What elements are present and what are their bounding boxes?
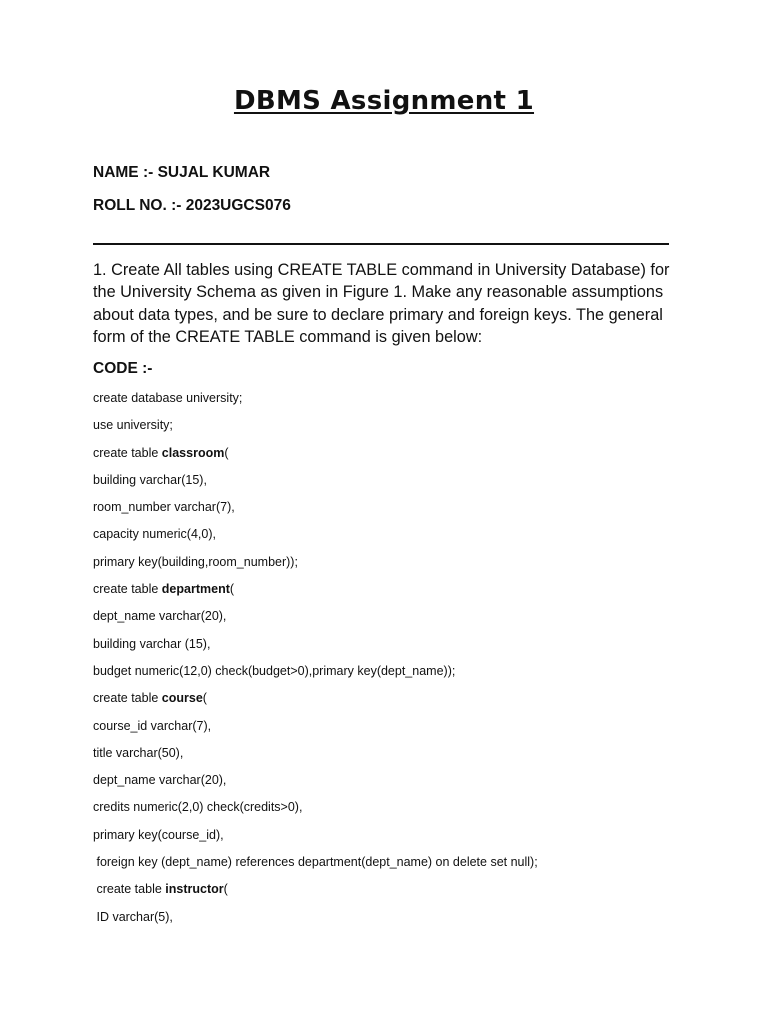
code-line — [93, 744, 693, 771]
code-line-suffix: ( — [224, 445, 229, 460]
code-line-suffix: ( — [202, 691, 207, 706]
code-line-text: primary key(course_id), — [93, 827, 224, 842]
code-line — [93, 580, 693, 607]
code-line-suffix: ( — [229, 582, 235, 597]
code-line-suffix: ( — [223, 882, 228, 897]
code-line — [93, 689, 693, 716]
table-name: course — [161, 691, 203, 706]
code-line — [93, 471, 693, 498]
roll-number: ROLL NO. :- 2023UGCS076 — [93, 197, 291, 214]
code-line — [93, 389, 693, 416]
code-line — [93, 607, 693, 634]
code-line-text: primary key(building,room_number)); — [93, 554, 298, 569]
code-line-text: create table — [93, 445, 162, 460]
code-line-text: dept_name varchar(20), — [93, 609, 227, 624]
table-name: department — [161, 582, 230, 597]
code-line-text: title varchar(50), — [93, 745, 184, 760]
code-line-text: capacity numeric(4,0), — [93, 527, 216, 542]
code-line-text: foreign key (dept_name) references department(dept_name) on delete set null); — [93, 855, 538, 870]
code-line-text: use university; — [93, 418, 173, 433]
code-line — [93, 525, 693, 552]
code-line-text: credits numeric(2,0) check(credits>0), — [93, 800, 303, 815]
question-text: 1. Create All tables using CREATE TABLE command in University Database) for the University Schema as given in Figure 1. Make any reasonable assumptions about data types, and be sure to declare primary and foreign keys. The general form of the CREATE TABLE command is given below: — [93, 261, 670, 347]
student-name: NAME :- SUJAL KUMAR — [93, 164, 271, 181]
code-line-text: create table — [93, 582, 162, 597]
code-line-text: room_number varchar(7), — [93, 500, 235, 515]
code-line — [93, 826, 693, 853]
code-line-text: building varchar (15), — [93, 636, 211, 651]
code-line-text: building varchar(15), — [93, 472, 207, 487]
code-line — [93, 771, 693, 798]
code-line — [93, 498, 693, 525]
code-line-text: ID varchar(5), — [93, 909, 173, 924]
code-line — [93, 717, 693, 744]
code-line — [93, 853, 693, 880]
table-name: instructor — [165, 882, 224, 897]
code-line — [93, 908, 693, 935]
code-line — [93, 662, 693, 689]
code-line-text: create database university; — [93, 391, 243, 405]
code-line — [93, 416, 693, 443]
code-line-text: dept_name varchar(20), — [93, 773, 227, 788]
horizontal-rule — [93, 243, 669, 245]
code-line-text: create table — [93, 882, 166, 897]
code-line — [93, 635, 693, 662]
code-line-text: budget numeric(12,0) check(budget>0),primary key(dept_name)); — [93, 663, 456, 678]
code-line — [93, 880, 693, 907]
code-block — [93, 389, 693, 935]
code-label: CODE :- — [93, 360, 153, 377]
code-line-text: create table — [93, 691, 162, 706]
page-title: DBMS Assignment 1 — [233, 86, 535, 116]
code-line — [93, 798, 693, 825]
code-line — [93, 553, 693, 580]
code-line-text: course_id varchar(7), — [93, 718, 212, 733]
code-line — [93, 444, 693, 471]
table-name: classroom — [161, 445, 225, 460]
